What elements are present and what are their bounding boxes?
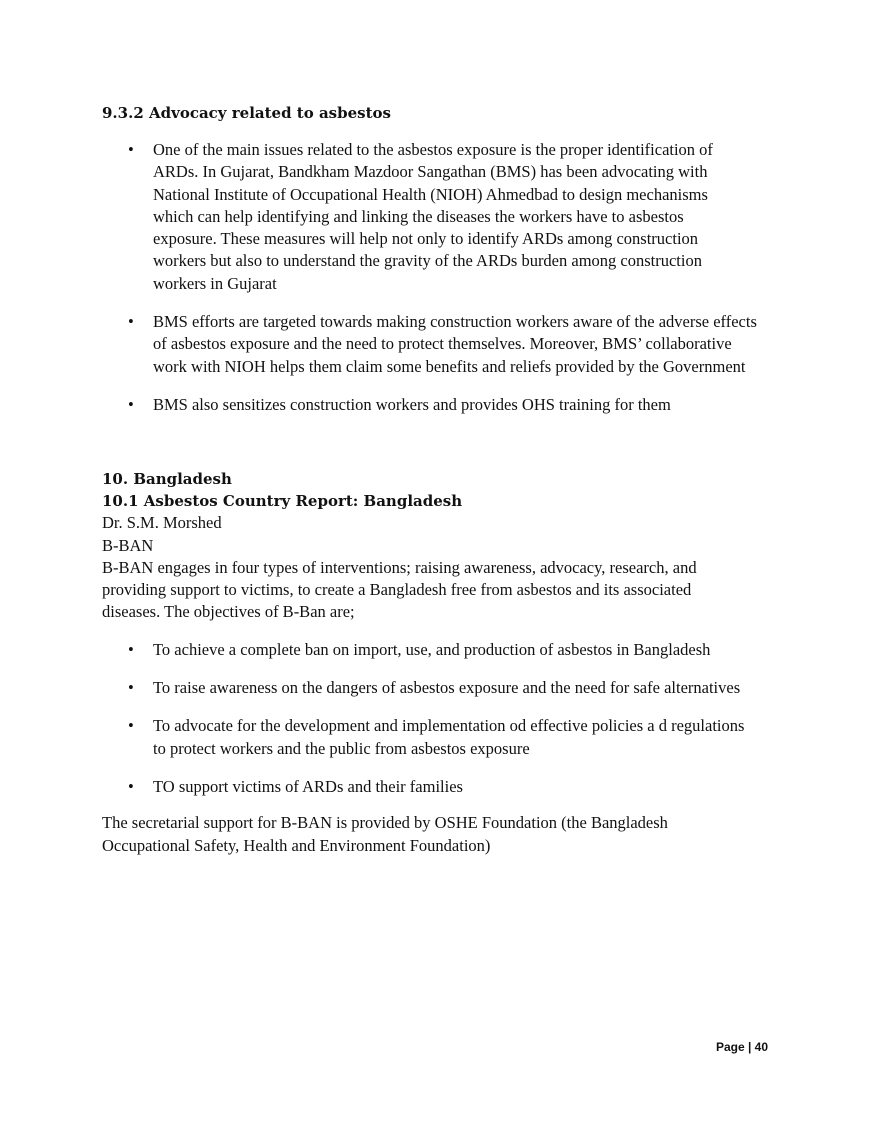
list-item-text: BMS also sensitizes construction workers and provides OHS training for them [153, 394, 671, 414]
bullet-icon: • [128, 716, 134, 736]
list-item-text: BMS efforts are targeted towards making construction workers aware of the adverse effects of asbestos exposure and the need to protect themselves. Moreover, BMS’ collaborative work with NIOH helps them claim some benefits and reliefs provided by the Government [153, 312, 757, 376]
closing-paragraph: The secretarial support for B-BAN is provided by OSHE Foundation (the Bangladesh Occupational Safety, Health and Environment Foundation) [102, 813, 668, 855]
intro-paragraph: B-BAN engages in four types of interventions; raising awareness, advocacy, research, and providing support to victims, to create a Bangladesh free from asbestos and its associated diseases. The objectives of B-Ban are; [102, 557, 697, 622]
list-item-text: To achieve a complete ban on import, use, and production of asbestos in Bangladesh [153, 639, 711, 659]
bullet-icon: • [128, 394, 134, 414]
author-name: Dr. S.M. Morshed [102, 513, 222, 533]
spacer [102, 798, 762, 812]
list-item [102, 139, 743, 295]
section-heading-bangladesh: 10. Bangladesh [102, 470, 232, 489]
list-item [102, 715, 753, 760]
organization-name: B-BAN [102, 535, 154, 555]
bullet-icon: • [128, 140, 134, 159]
list-item [102, 311, 757, 378]
list-item-text: One of the main issues related to the asbestos exposure is the proper identification of ARDs. In Gujarat, Bandkham Mazdoor Sangathan (BMS) has been advocating with National Institute of Occupational Health (NIOH) Ahmedbad to design mechanisms which can help identifying and linking the diseases the workers have to asbestos exposure. These measures will help not only to identify ARDs among construction workers but also to understand the gravity of the ARDs burden among construction workers in Gujarat [153, 140, 713, 293]
section-heading-advocacy: 9.3.2 Advocacy related to asbestos [102, 104, 391, 122]
list-item [102, 394, 793, 416]
spacer [102, 124, 762, 139]
list-item [102, 677, 753, 699]
spacer [102, 624, 762, 639]
objectives-bullet-list [102, 639, 762, 798]
spacer [102, 416, 762, 468]
bullet-icon: • [128, 312, 134, 332]
list-item [102, 776, 753, 798]
section-subheading-country-report: 10.1 Asbestos Country Report: Bangladesh [102, 492, 463, 511]
list-item-text: To advocate for the development and implementation od effective policies a d regulations to protect workers and the public from asbestos exposure [153, 716, 745, 758]
list-item-text: To raise awareness on the dangers of asbestos exposure and the need for safe alternatives [153, 678, 741, 698]
bullet-icon: • [128, 639, 134, 659]
document-page [102, 102, 762, 857]
list-item-text: TO support victims of ARDs and their families [153, 776, 463, 796]
bullet-icon: • [128, 776, 134, 796]
page-number: Page | 40 [715, 1040, 768, 1054]
bullet-icon: • [128, 678, 134, 698]
list-item [102, 639, 753, 661]
advocacy-bullet-list [102, 139, 762, 416]
